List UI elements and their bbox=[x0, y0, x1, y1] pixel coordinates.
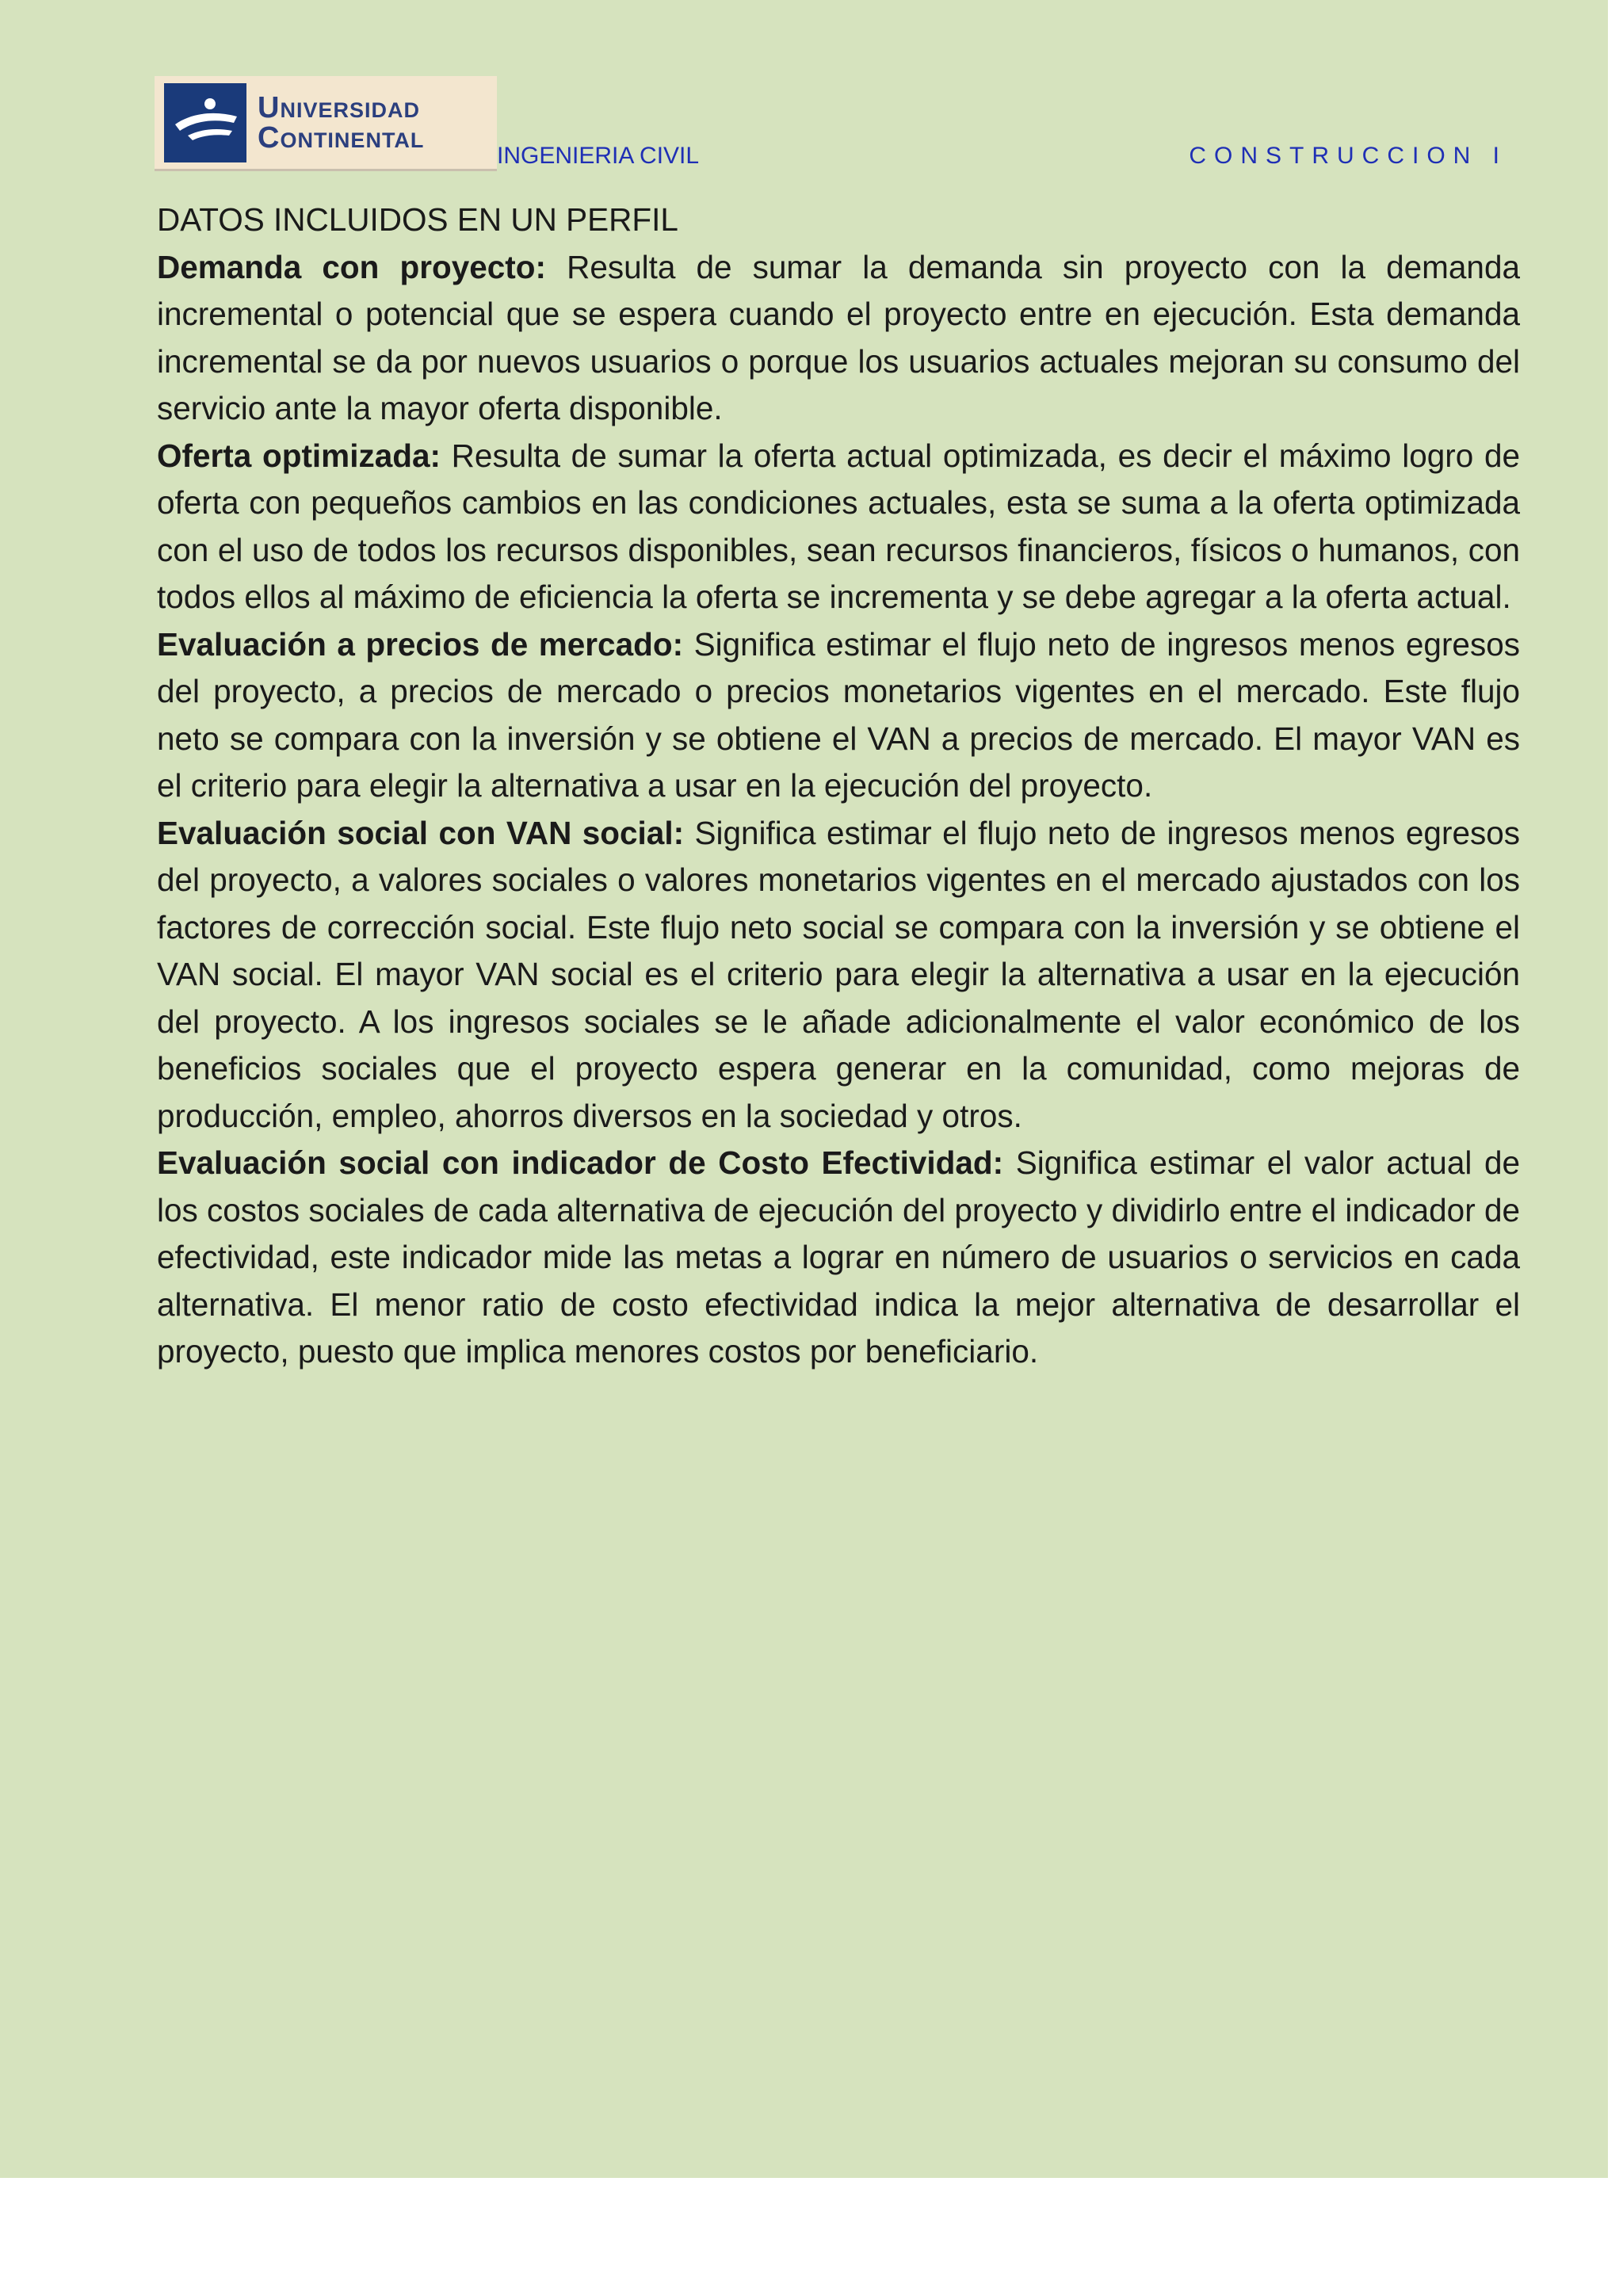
document-heading: DATOS INCLUIDOS EN UN PERFIL bbox=[157, 201, 678, 238]
text-evaluacion-van-social: Significa estimar el flujo neto de ingresos menos egresos del proyecto, a valores sociales o valores monetarios vigentes en el mercado ajustados con los factores de corrección social. Este flujo neto social se compara con la inversión y se obtiene el VAN social. El mayor VAN social es el criterio para elegir la alternativa a usar en la ejecución del proyecto. A los ingresos sociales se le añade adicionalmente el valor económico de los beneficios sociales que el proyecto espera generar en la comunidad, como mejoras de producción, empleo, ahorros diversos en la sociedad y otros. bbox=[157, 814, 1520, 1134]
document-body bbox=[157, 197, 1520, 1376]
header-course: CONSTRUCCION I bbox=[1189, 143, 1507, 169]
text-evaluacion-mercado: Significa estimar el flujo neto de ingresos menos egresos del proyecto, a precios de mercado o precios monetarios vigentes en el mercado. Este flujo neto se compara con la inversión y se obtiene el VAN a precios de mercado. El mayor VAN es el criterio para elegir la alternativa a usar en la ejecución del proyecto. bbox=[157, 625, 1520, 804]
term-costo-efectividad: Evaluación social con indicador de Costo Efectividad: bbox=[157, 1144, 1004, 1181]
term-demanda: Demanda con proyecto: bbox=[157, 248, 547, 285]
text-oferta: Resulta de sumar la oferta actual optimizada, es decir el máximo logro de oferta con pequeños cambios en las condiciones actuales, esta se suma a la oferta optimizada con el uso de todos los recursos disponibles, sean recursos financieros, físicos o humanos, con todos ellos al máximo de eficiencia la oferta se incrementa y se debe agregar a la oferta actual. bbox=[157, 437, 1521, 615]
paragraph-evaluacion-van-social bbox=[157, 810, 1520, 1140]
logo-line-2: Continental bbox=[258, 120, 425, 155]
header-department: INGENIERIA CIVIL bbox=[497, 143, 700, 169]
paragraph-demanda bbox=[157, 244, 1520, 433]
paragraph-evaluacion-mercado bbox=[157, 621, 1520, 810]
university-emblem-icon bbox=[164, 83, 246, 162]
term-oferta: Oferta optimizada: bbox=[157, 437, 441, 474]
text-demanda: Resulta de sumar la demanda sin proyecto con la demanda incremental o potencial que se espera cuando el proyecto entre en ejecución. Esta demanda incremental se da por nuevos usuarios o porque los usuarios actuales mejoran su consumo del servicio ante la mayor oferta disponible. bbox=[157, 248, 1520, 426]
text-costo-efectividad: Significa estimar el valor actual de los costos sociales de cada alternativa de ejecución del proyecto y dividirlo entre el indicador de efectividad, este indicador mide las metas a lograr en número de usuarios o servicios en cada alternativa. El menor ratio de costo efectividad indica la mejor alternativa de desarrollar el proyecto, puesto que implica menores costos por beneficiario. bbox=[157, 1144, 1520, 1370]
logo-line-1: Universidad bbox=[258, 90, 420, 124]
university-logo bbox=[155, 76, 497, 171]
paragraph-costo-efectividad bbox=[157, 1140, 1520, 1376]
paragraph-oferta bbox=[157, 433, 1520, 621]
term-evaluacion-mercado: Evaluación a precios de mercado: bbox=[157, 625, 684, 663]
term-evaluacion-van-social: Evaluación social con VAN social: bbox=[157, 814, 685, 851]
